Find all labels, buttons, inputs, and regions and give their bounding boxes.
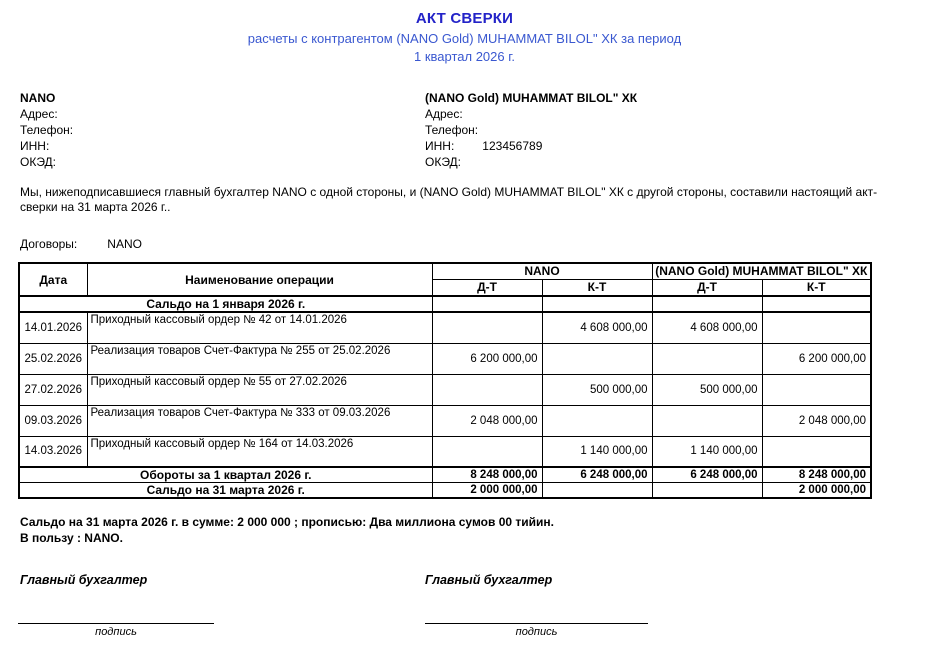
table-row — [19, 374, 871, 405]
party-left-address-label: Адрес: — [20, 107, 58, 121]
opening-balance-label: Сальдо на 1 января 2026 г. — [19, 296, 432, 312]
chief-accountant-left-label: Главный бухгалтер — [20, 573, 148, 587]
opening-balance-value — [542, 296, 652, 312]
turnover-value: 8 248 000,00 — [432, 467, 542, 483]
closing-balance-label: Сальдо на 31 марта 2026 г. — [19, 483, 432, 499]
row-operation: Реализация товаров Счет-Фактура № 333 от 09.03.2026 — [87, 405, 432, 436]
party-right — [425, 90, 911, 170]
party-right-oked-label: ОКЭД: — [425, 155, 462, 169]
col-header-left-credit: К-Т — [542, 279, 652, 296]
opening-balance-row — [19, 296, 871, 312]
party-left — [18, 90, 425, 170]
party-left-name: NANO — [20, 91, 56, 105]
signature-line-left — [18, 623, 214, 624]
signature-caption-right: подпись — [515, 626, 558, 638]
row-amount — [542, 343, 652, 374]
signature-caption-left: подпись — [95, 626, 137, 638]
col-header-date: Дата — [19, 263, 87, 296]
party-left-inn-line — [20, 138, 425, 154]
closing-balance-value: 2 000 000,00 — [432, 483, 542, 499]
col-header-operation: Наименование операции — [87, 263, 432, 296]
party-right-name: (NANO Gold) MUHAMMAT BILOL" ХК — [425, 91, 638, 105]
col-header-left-debit: Д-Т — [432, 279, 542, 296]
col-header-right-credit: К-Т — [762, 279, 871, 296]
signature-block-left — [18, 623, 425, 638]
table-row — [19, 343, 871, 374]
accountants-section — [18, 573, 911, 587]
row-amount: 2 048 000,00 — [762, 405, 871, 436]
closing-balance-value — [542, 483, 652, 499]
row-amount — [652, 343, 762, 374]
row-date: 14.01.2026 — [19, 312, 87, 343]
turnover-value: 6 248 000,00 — [542, 467, 652, 483]
reconciliation-table — [18, 262, 872, 499]
contracts-line — [18, 237, 911, 251]
closing-balance-value — [652, 483, 762, 499]
row-amount: 6 200 000,00 — [432, 343, 542, 374]
document-subtitle-period: 1 квартал 2026 г. — [414, 49, 515, 64]
row-amount — [762, 312, 871, 343]
row-operation: Реализация товаров Счет-Фактура № 255 от 25.02.2026 — [87, 343, 432, 374]
closing-balance-value: 2 000 000,00 — [762, 483, 871, 499]
table-row — [19, 312, 871, 343]
row-date: 09.03.2026 — [19, 405, 87, 436]
in-favor-line: В пользу : NANO. — [20, 531, 123, 545]
row-amount — [542, 405, 652, 436]
signature-section — [18, 623, 911, 638]
chief-accountant-right-label: Главный бухгалтер — [425, 573, 553, 587]
row-date: 14.03.2026 — [19, 436, 87, 467]
document-title: АКТ СВЕРКИ — [415, 10, 514, 27]
row-operation: Приходный кассовый ордер № 42 от 14.01.2026 — [87, 312, 432, 343]
opening-balance-value — [762, 296, 871, 312]
turnover-row — [19, 467, 871, 483]
contracts-label: Договоры: — [20, 237, 78, 251]
table-header-row-1 — [19, 263, 871, 279]
row-amount — [762, 374, 871, 405]
party-right-inn-value: 123456789 — [482, 139, 543, 153]
row-amount: 500 000,00 — [542, 374, 652, 405]
summary-amount-line: Сальдо на 31 марта 2026 г. в сумме: 2 000 000 ; прописью: Два миллиона сумов 00 тийин. — [20, 515, 554, 529]
document-header — [18, 10, 911, 64]
row-operation: Приходный кассовый ордер № 55 от 27.02.2026 — [87, 374, 432, 405]
row-amount: 500 000,00 — [652, 374, 762, 405]
col-group-left-company: NANO — [432, 263, 652, 279]
party-right-phone-label: Телефон: — [425, 123, 479, 137]
signature-block-right — [425, 623, 648, 638]
row-amount — [652, 405, 762, 436]
row-amount: 4 608 000,00 — [542, 312, 652, 343]
row-date: 27.02.2026 — [19, 374, 87, 405]
row-date: 25.02.2026 — [19, 343, 87, 374]
row-amount: 1 140 000,00 — [652, 436, 762, 467]
turnover-label: Обороты за 1 квартал 2026 г. — [19, 467, 432, 483]
turnover-value: 6 248 000,00 — [652, 467, 762, 483]
party-left-phone-label: Телефон: — [20, 123, 74, 137]
row-amount: 1 140 000,00 — [542, 436, 652, 467]
row-amount — [762, 436, 871, 467]
row-operation: Приходный кассовый ордер № 164 от 14.03.2026 — [87, 436, 432, 467]
parties-section — [18, 90, 911, 170]
party-left-oked-label: ОКЭД: — [20, 155, 57, 169]
party-right-address-label: Адрес: — [425, 107, 463, 121]
contracts-value: NANO — [107, 237, 142, 251]
row-amount — [432, 374, 542, 405]
table-row — [19, 405, 871, 436]
row-amount: 6 200 000,00 — [762, 343, 871, 374]
summary-section — [18, 514, 911, 546]
party-right-inn-line — [425, 138, 911, 154]
row-amount — [432, 312, 542, 343]
col-group-right-company: (NANO Gold) MUHAMMAT BILOL" ХК — [652, 263, 871, 279]
turnover-value: 8 248 000,00 — [762, 467, 871, 483]
table-row — [19, 436, 871, 467]
row-amount: 4 608 000,00 — [652, 312, 762, 343]
document-subtitle-counterparty: расчеты с контрагентом (NANO Gold) MUHAMMAT BILOL" ХК за период — [247, 31, 682, 46]
opening-balance-value — [432, 296, 542, 312]
party-right-inn-label: ИНН: — [425, 139, 455, 153]
col-header-right-debit: Д-Т — [652, 279, 762, 296]
intro-paragraph: Мы, нижеподписавшиеся главный бухгалтер NANO с одной стороны, и (NANO Gold) MUHAMMAT BILOL" ХК с другой стороны, составили настоящий акт-сверки на 31 марта 2026 г.. — [20, 185, 878, 214]
row-amount: 2 048 000,00 — [432, 405, 542, 436]
closing-balance-row — [19, 483, 871, 499]
row-amount — [432, 436, 542, 467]
signature-line-right — [425, 623, 648, 624]
opening-balance-value — [652, 296, 762, 312]
party-left-inn-label: ИНН: — [20, 139, 50, 153]
